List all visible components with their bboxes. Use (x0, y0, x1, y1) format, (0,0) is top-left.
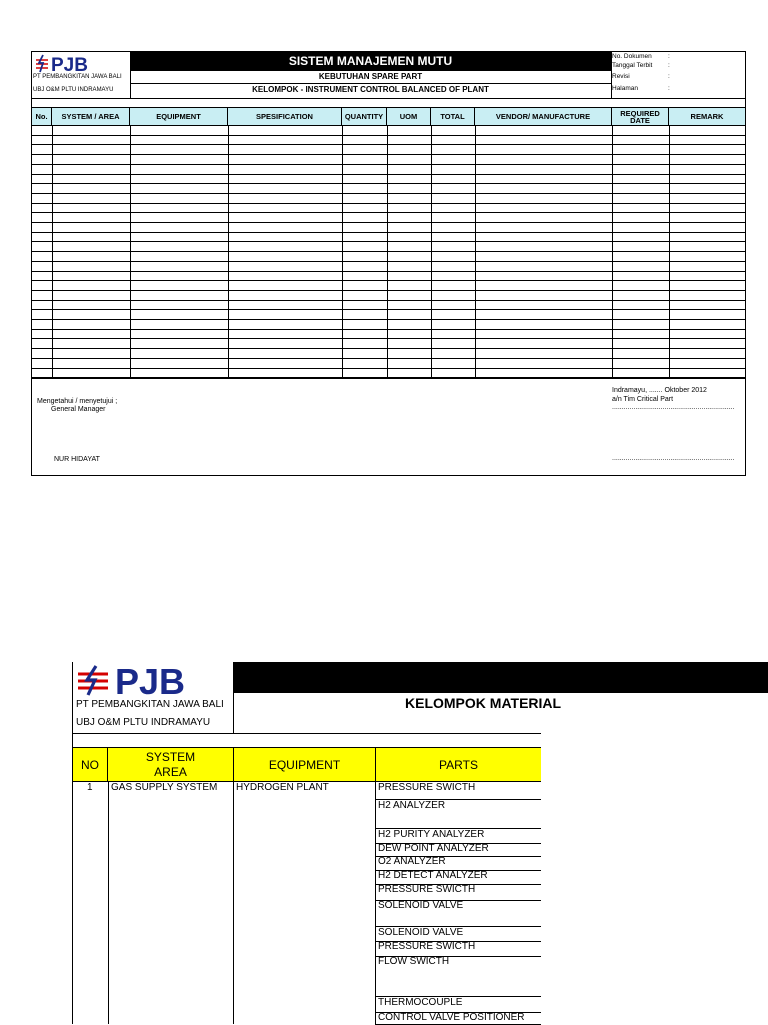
logo-text: PJB (115, 661, 186, 702)
column-header-equipment: EQUIPMENT (130, 108, 228, 125)
pjb-logo (75, 661, 227, 702)
table-row-line (32, 241, 745, 242)
table-row-line (32, 368, 745, 369)
column-header-uom: UOM (387, 108, 431, 125)
divider (32, 98, 745, 99)
table-column-line (475, 125, 476, 378)
pjb-lightning-logo-icon (35, 55, 49, 72)
part-item: CONTROL VALVE POSITIONER (378, 1012, 525, 1023)
table-row-line (32, 261, 745, 262)
divider (130, 83, 611, 84)
form-subtitle: KEBUTUHAN SPARE PART (318, 72, 423, 81)
signature-line: ............................................................... (612, 455, 735, 462)
column-header-no: No. (32, 108, 52, 125)
table-row-line (32, 222, 745, 223)
company-name: PT PEMBANGKITAN JAWA BALI (33, 74, 122, 80)
signature-line: ............................................................... (612, 404, 735, 411)
column-header-no: NO (73, 748, 108, 782)
table-row-line (32, 251, 745, 252)
table-column-line (431, 125, 432, 378)
table-row-line (32, 319, 745, 320)
equipment-value: HYDROGEN PLANT (236, 782, 329, 793)
table-column-line (669, 125, 670, 378)
part-item: SOLENOID VALVE (378, 927, 464, 938)
spare-part-form (31, 51, 746, 476)
part-item: DEW POINT ANALYZER (378, 843, 489, 854)
column-header-quantity: QUANTITY (342, 108, 387, 125)
table-row-line (32, 358, 745, 359)
table-row-line (32, 232, 745, 233)
table-column-line (612, 125, 613, 378)
table-row-line (32, 280, 745, 281)
table-row-line (32, 348, 745, 349)
table-row-line (32, 300, 745, 301)
divider (233, 781, 234, 1024)
table-row-line (32, 144, 745, 145)
pjb-logo (34, 53, 109, 74)
table-row-line (32, 164, 745, 165)
table-column-line (52, 125, 53, 378)
divider (233, 693, 234, 733)
approver-role: General Manager (51, 406, 106, 413)
part-item: PRESSURE SWICTH (378, 941, 476, 952)
table-row-line (32, 135, 745, 136)
column-header-vendor: VENDOR/ MANUFACTURE (475, 108, 612, 125)
table-column-line (387, 125, 388, 378)
column-header-parts: PARTS (376, 748, 541, 782)
column-header-remark: REMARK (669, 108, 745, 125)
unit-name: UBJ O&M PLTU INDRAMAYU (33, 87, 114, 93)
divider (72, 733, 541, 734)
divider (32, 378, 745, 379)
approver-name: NUR HIDAYAT (54, 456, 100, 463)
table-row-line (32, 271, 745, 272)
column-header-specification: SPESIFICATION (228, 108, 342, 125)
divider (72, 662, 73, 1024)
doc-info-row: Halaman : (612, 85, 670, 92)
company-name: PT PEMBANGKITAN JAWA BALI (76, 699, 224, 710)
table-row-line (32, 203, 745, 204)
column-header-system-area: SYSTEM AREA (108, 748, 234, 782)
table-row-line (32, 174, 745, 175)
part-item: H2 DETECT ANALYZER (378, 870, 488, 881)
part-item: H2 ANALYZER (378, 800, 446, 811)
team-label: a/n Tim Critical Part (612, 396, 674, 403)
divider (108, 781, 109, 1024)
part-item: PRESSURE SWICTH (378, 782, 476, 793)
place-date: Indramayu, ....... Oktober 2012 (612, 387, 707, 394)
table-column-line (228, 125, 229, 378)
column-header-required-date: REQUIRED DATE (612, 108, 669, 125)
table-row-line (32, 212, 745, 213)
pjb-lightning-logo-icon (78, 666, 108, 695)
table-row-line (32, 290, 745, 291)
table-column-line (130, 125, 131, 378)
doc-info-row: Revisi : (612, 73, 670, 80)
form2-title: KELOMPOK MATERIAL (405, 695, 562, 711)
system-area-value: GAS SUPPLY SYSTEM (111, 782, 218, 793)
row-number: 1 (87, 782, 93, 793)
table-row-line (32, 154, 745, 155)
table-row-line (32, 183, 745, 184)
part-item: H2 PURITY ANALYZER (378, 829, 485, 840)
form-title: SISTEM MANAJEMEN MUTU (130, 52, 611, 71)
part-item: O2 ANALYZER (378, 856, 446, 867)
table-row-line (32, 338, 745, 339)
form2-title-bar (233, 662, 768, 693)
part-item: SOLENOID VALVE (378, 900, 464, 911)
table-row-line (32, 309, 745, 310)
unit-name: UBJ O&M PLTU INDRAMAYU (76, 717, 211, 728)
part-item: PRESSURE SWICTH (378, 884, 476, 895)
column-header-total: TOTAL (431, 108, 475, 125)
approval-label: Mengetahui / menyetujui ; (37, 398, 118, 405)
column-header-system-area: SYSTEM / AREA (52, 108, 130, 125)
table-row-line (32, 125, 745, 126)
divider (130, 71, 131, 98)
doc-info-row: Tanggal Terbit : (612, 62, 670, 69)
column-header-equipment: EQUIPMENT (234, 748, 376, 782)
doc-info-row: No. Dokumen : (612, 53, 670, 60)
part-item: THERMOCOUPLE (378, 997, 463, 1008)
table-row-line (32, 329, 745, 330)
form-subtitle-group: KELOMPOK - INSTRUMENT CONTROL BALANCED OF PLANT (252, 85, 489, 94)
part-item: FLOW SWICTH (378, 956, 450, 967)
table-column-line (342, 125, 343, 378)
logo-text: PJB (51, 55, 88, 76)
table-row-line (32, 193, 745, 194)
